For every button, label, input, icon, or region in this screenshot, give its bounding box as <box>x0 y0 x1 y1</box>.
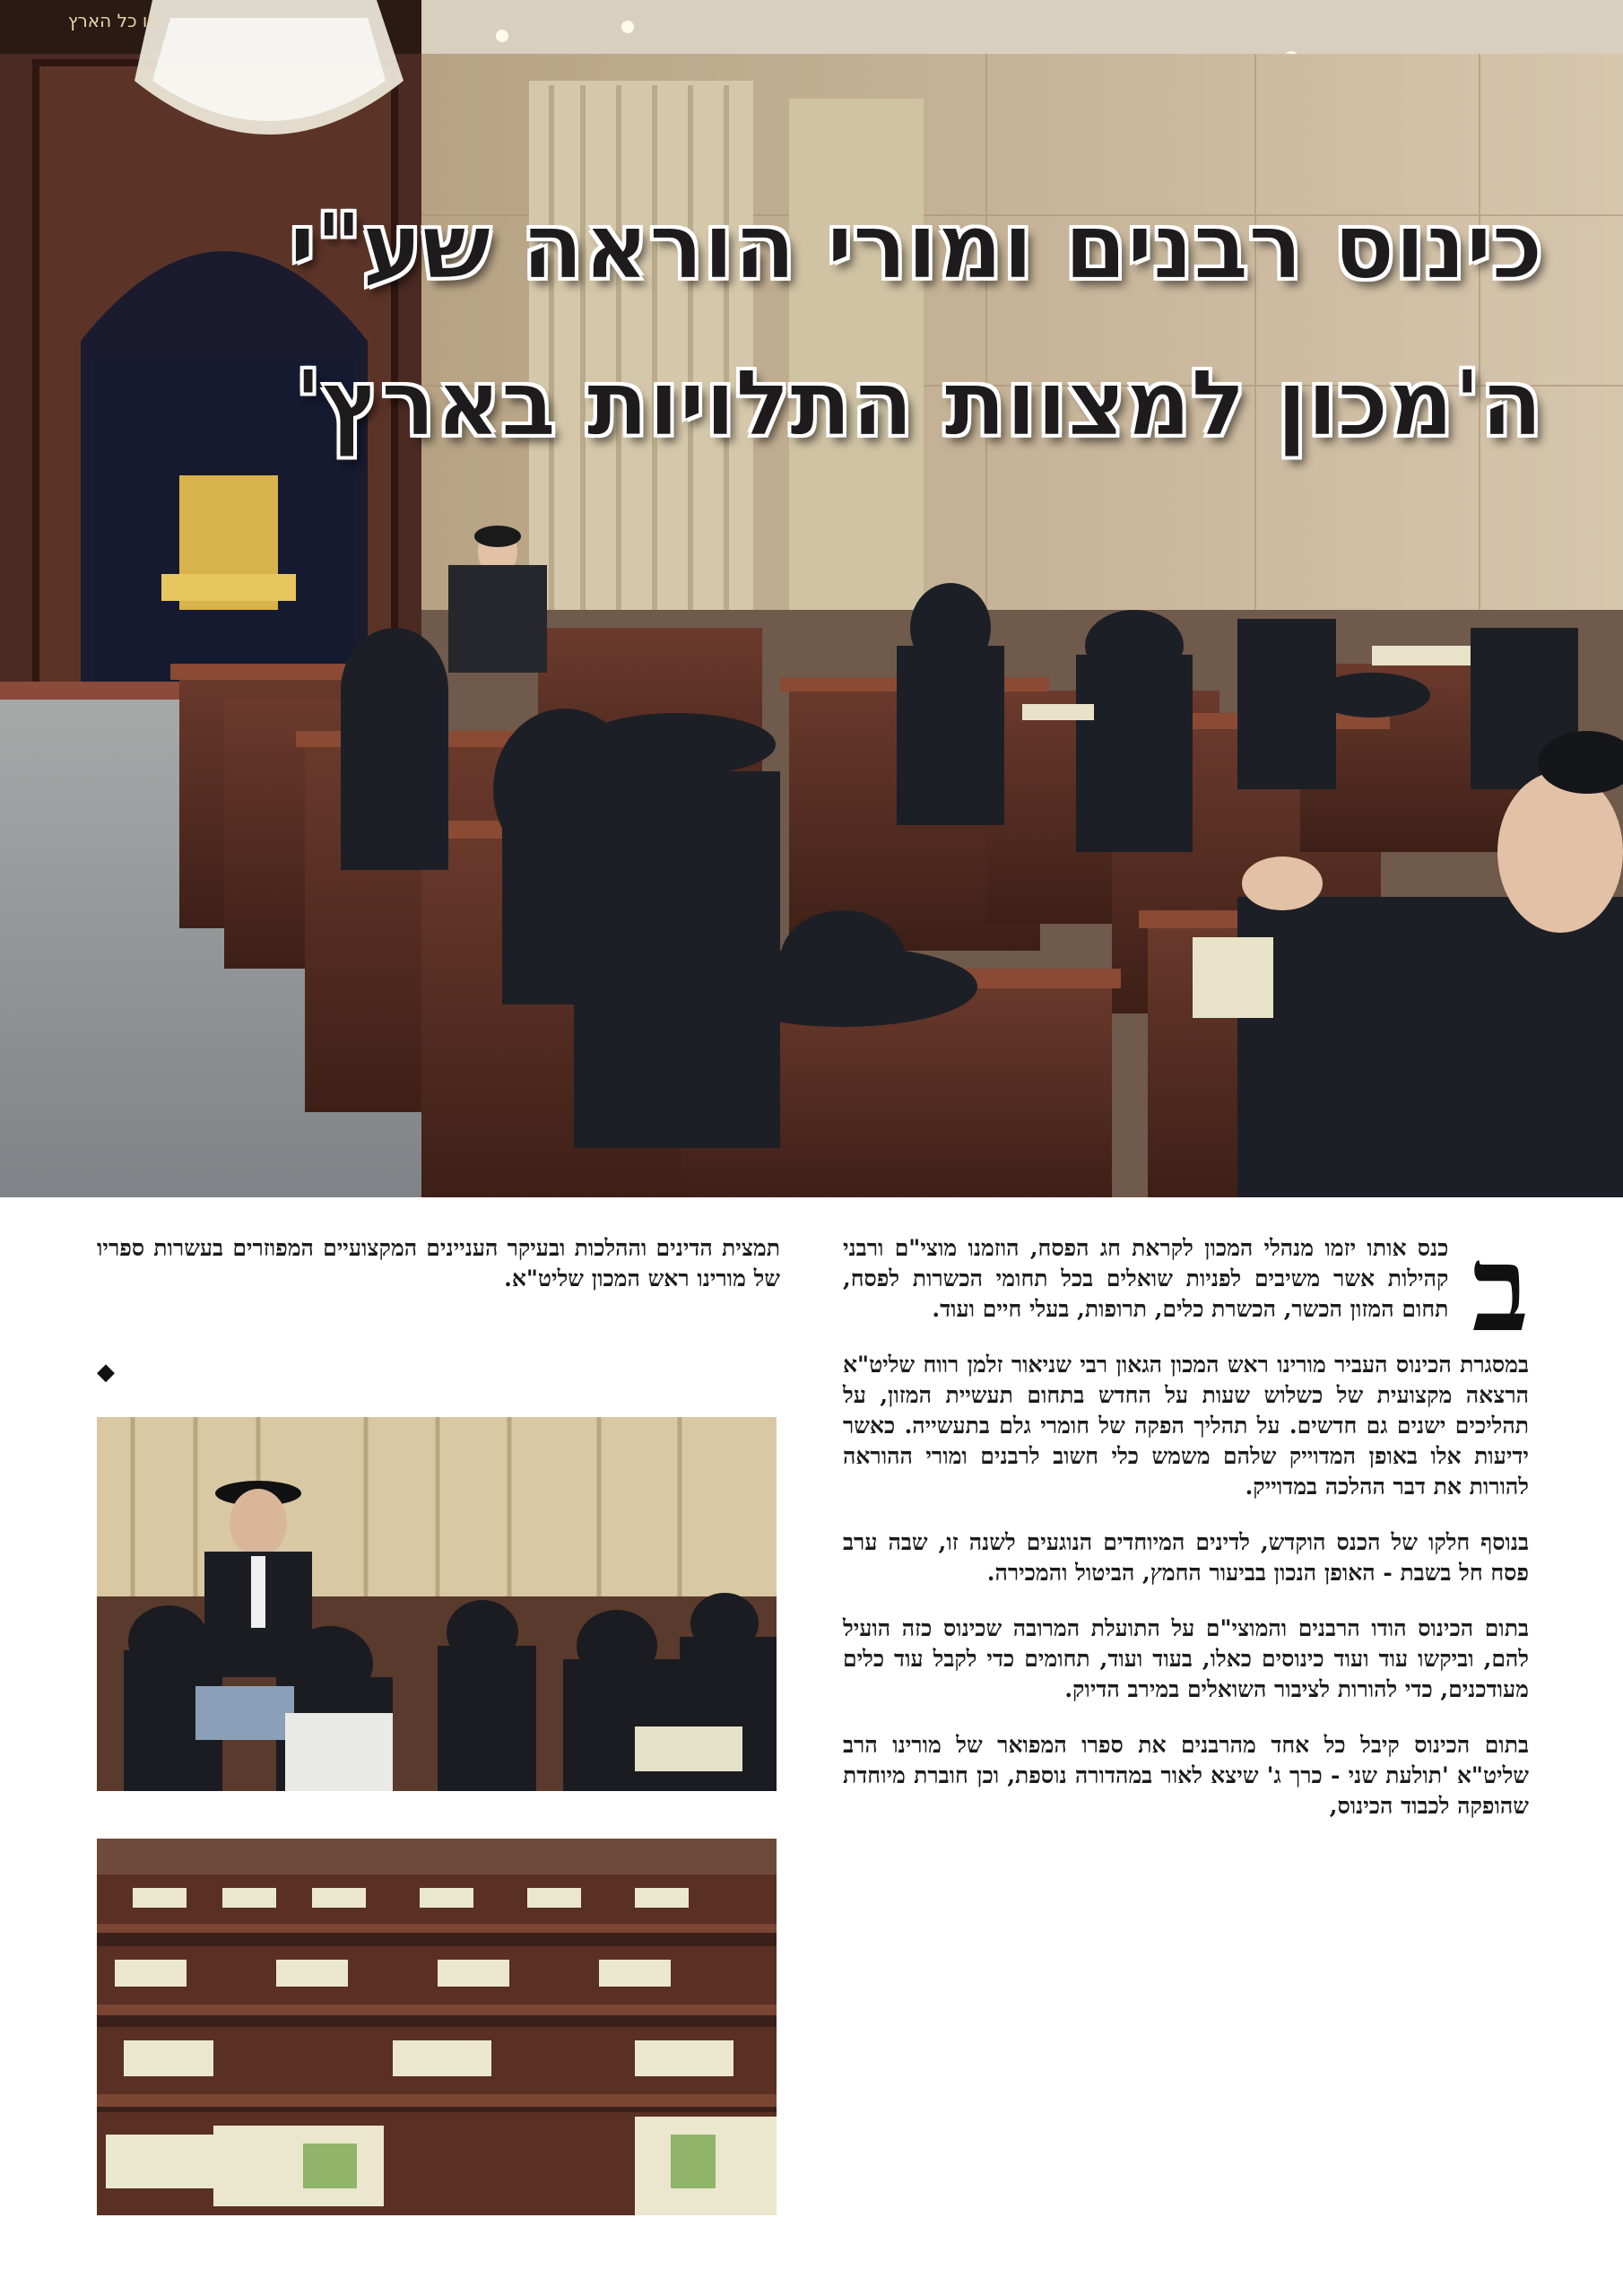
article-continuation: תמצית הדינים וההלכות ובעיקר העניינים המקצועיים המפוזרים בעשרות ספריו של מורינו ראש המכון שליט"א. <box>97 1235 780 1292</box>
article-paragraph-5: בתום הכינוס קיבל כל אחד מהרבנים את ספרו המפואר של מורינו הרב שליט"א 'תולעת שני - כרך ג' שיצא לאור במהדורה נוספת, וכן חוברת מיוחדת שהופקה לכבוד הכינוס, <box>843 1732 1529 1819</box>
photo-desks-with-books <box>97 1839 777 2215</box>
article-right-column <box>843 1220 1529 1847</box>
article-left-column <box>97 1233 780 1294</box>
article-paragraph-4: בתום הכינוס הודו הרבנים והמוצי"ם על התועלת המרובה שכינוס כזה הועיל להם, וביקשו עוד ועוד כינוסים כאלו, בעוד ועוד, תחומים כדי לקבל עוד כלים מעודכנים, כדי להורות לציבור השואלים במירב הדיוק. <box>843 1615 1529 1702</box>
photo-desks-scene <box>97 1839 777 2215</box>
article-paragraph-1 <box>843 1220 1529 1359</box>
article-paragraph-3: בנוסף חלקו של הכנס הוקדש, לדינים המיוחדים הנוגעים לשנה זו, שבה ערב פסח חל בשבת - האופן הנכון בביעור החמץ, הביטול והמכירה. <box>843 1529 1529 1586</box>
article-paragraph-2: במסגרת הכינוס העביר מורינו ראש המכון הגאון רבי שניאור זלמן רווח שליט"א הרצאה מקצועית של כשלוש שעות על החדש בתחום תעשיית המזון, על תהליכים ישנים גם חדשים. על תהליך הפקה של חומרי גלם בתעשייה. כאשר ידיעות אלו באופן המדוייק שלהם משמש כלי חשוב לרבנים ומורי ההוראה להורות את דבר ההלכה במדוייק. <box>843 1352 1529 1500</box>
ark-sign-text: ויו כל הארץ <box>67 10 157 31</box>
drop-cap: ב <box>1471 1220 1529 1359</box>
headline-line-2: ה'מכון למצוות התלויות בארץ' <box>294 351 1542 457</box>
photo-lecturer-scene <box>97 1417 777 1791</box>
headline-line-1: כינוס רבנים ומורי הוראה שע"י <box>289 194 1542 300</box>
diamond-icon: ◆ <box>97 1359 115 1386</box>
paragraph-1-text: כנס אותו יזמו מנהלי המכון לקראת חג הפסח, הוזמנו מוצי"ם ורבני קהילות אשר משיבים לפניות שואלים בכל תחומי הכשרות לפסח, תחום המזון הכשר, הכשרת כלים, תרופות, בעלי חיים ועוד. <box>843 1235 1449 1322</box>
photo-lecturer <box>97 1417 777 1791</box>
